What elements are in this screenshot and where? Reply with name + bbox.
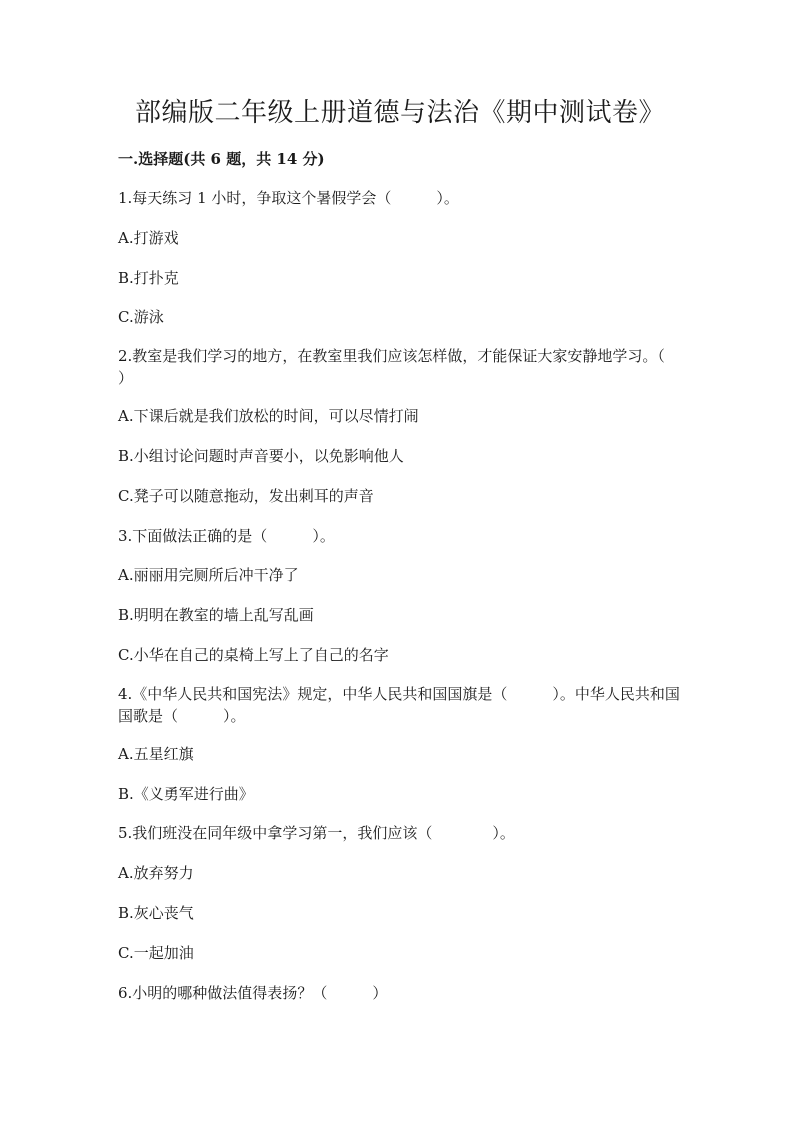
question-2-option-a: A.下课后就是我们放松的时间，可以尽情打闹 <box>118 407 419 425</box>
question-2-option-c: C.凳子可以随意拖动，发出刺耳的声音 <box>118 487 374 505</box>
question-1-option-b: B.打扑克 <box>118 269 179 287</box>
question-3-option-b: B.明明在教室的墙上乱写乱画 <box>118 606 314 624</box>
question-5-option-b: B.灰心丧气 <box>118 904 194 922</box>
section-heading: 一.选择题(共 6 题，共 14 分) <box>118 150 325 168</box>
question-2-stem: 2.教室是我们学习的地方，在教室里我们应该怎样做，才能保证大家安静地学习。（ ） <box>118 347 710 387</box>
exam-title: 部编版二年级上册道德与法治《期中测试卷》 <box>134 98 665 128</box>
question-5-option-a: A.放弃努力 <box>118 864 194 882</box>
question-4-option-a: A.五星红旗 <box>118 745 194 763</box>
question-3-option-a: A.丽丽用完厕所后冲干净了 <box>118 566 299 584</box>
question-1-stem: 1.每天练习 1 小时，争取这个暑假学会（ ）。 <box>118 189 459 207</box>
question-3-stem: 3.下面做法正确的是（ ）。 <box>118 527 335 545</box>
question-1-option-c: C.游泳 <box>118 308 164 326</box>
question-6-stem: 6.小明的哪种做法值得表扬？（ ） <box>118 984 388 1002</box>
question-2-option-b: B.小组讨论问题时声音要小，以免影响他人 <box>118 447 404 465</box>
question-3-option-c: C.小华在自己的桌椅上写上了自己的名字 <box>118 646 389 664</box>
question-1-option-a: A.打游戏 <box>118 229 179 247</box>
question-5-stem: 5.我们班没在同年级中拿学习第一，我们应该（ ）。 <box>118 824 515 842</box>
question-4-option-b: B.《义勇军进行曲》 <box>118 785 254 803</box>
question-4-stem: 4.《中华人民共和国宪法》规定，中华人民共和国国旗是（ ）。中华人民共和国国歌是（ ）。 <box>118 685 680 725</box>
question-5-option-c: C.一起加油 <box>118 944 194 962</box>
